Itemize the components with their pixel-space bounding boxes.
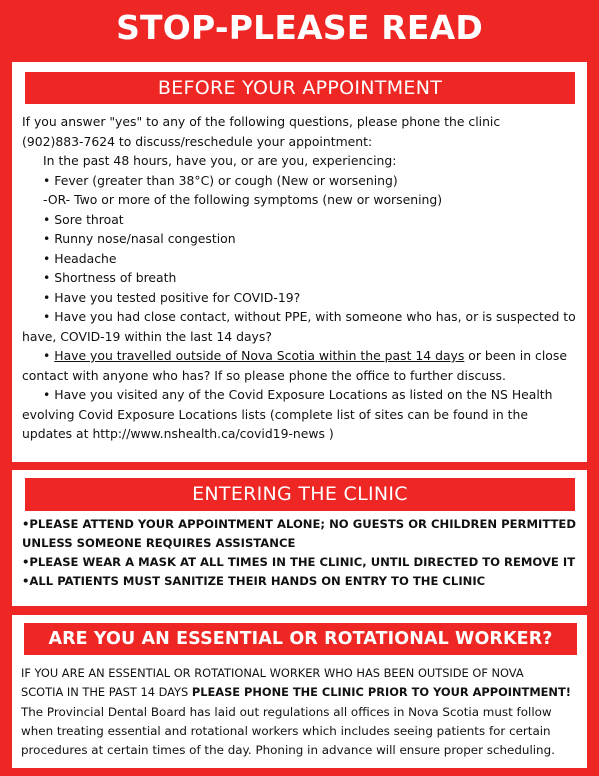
question-48h: In the past 48 hours, have you, or are you, experiencing: xyxy=(43,153,397,168)
rule-attend-alone-1: •PLEASE ATTEND YOUR APPOINTMENT ALONE; NO GUESTS OR CHILDREN PERMITTED xyxy=(22,517,576,531)
symptom-shortness-of-breath: • Shortness of breath xyxy=(43,270,177,285)
before-appointment-heading: BEFORE YOUR APPOINTMENT xyxy=(25,72,575,104)
essential-worker-panel xyxy=(12,615,587,768)
symptom-headache: • Headache xyxy=(43,250,117,266)
symptom-sore-throat: • Sore throat xyxy=(43,211,124,227)
travel-underlined: Have you travelled outside of Nova Scotia within the past 14 days xyxy=(54,348,465,363)
question-exposure-3: updates at http://www.nshealth.ca/covid19-news ) xyxy=(22,426,334,441)
worker-line-2 xyxy=(21,683,571,702)
travel-bullet: • xyxy=(43,348,55,363)
worker-line-1: IF YOU ARE AN ESSENTIAL OR ROTATIONAL WORKER WHO HAS BEEN OUTSIDE OF NOVA xyxy=(21,666,524,680)
symptom-fever: • Fever (greater than 38°C) or cough (New or worsening) xyxy=(43,172,398,188)
symptom-runny-nose: • Runny nose/nasal congestion xyxy=(43,231,236,246)
travel-rest: or been in close xyxy=(464,348,567,363)
essential-worker-heading: ARE YOU AN ESSENTIAL OR ROTATIONAL WORKER? xyxy=(24,623,577,655)
or-two-symptoms: -OR- Two or more of the following symptoms (new or worsening) xyxy=(43,192,443,207)
entering-clinic-panel xyxy=(12,470,587,606)
question-tested-positive: • Have you tested positive for COVID-19? xyxy=(43,289,301,305)
question-exposure-2: evolving Covid Exposure Locations lists (complete list of sites can be found in the xyxy=(22,406,529,422)
question-close-contact-2: have, COVID-19 within the last 14 days? xyxy=(22,328,272,344)
intro-line-2: (902)883-7624 to discuss/reschedule your appointment: xyxy=(22,133,373,149)
worker-line-2-bold: PLEASE PHONE THE CLINIC PRIOR TO YOUR APPOINTMENT! xyxy=(191,685,571,699)
worker-line-2-plain: SCOTIA IN THE PAST 14 DAYS xyxy=(21,685,192,699)
worker-line-3: The Provincial Dental Board has laid out regulations all offices in Nova Scotia must follow xyxy=(21,705,552,719)
before-appointment-panel xyxy=(12,62,587,462)
entering-clinic-heading: ENTERING THE CLINIC xyxy=(25,478,575,511)
question-exposure-1: • Have you visited any of the Covid Exposure Locations as listed on the NS Health xyxy=(43,387,553,402)
rule-wear-mask: •PLEASE WEAR A MASK AT ALL TIMES IN THE CLINIC, UNTIL DIRECTED TO REMOVE IT xyxy=(22,555,576,569)
question-close-contact-1: • Have you had close contact, without PPE, with someone who has, or is suspected to xyxy=(43,309,576,324)
question-travel-2: contact with anyone who has? If so please phone the office to further discuss. xyxy=(22,367,506,383)
worker-line-4: when treating essential and rotational workers which includes seeing patients for certain xyxy=(21,724,551,738)
page-title: STOP-PLEASE READ xyxy=(116,8,483,47)
rule-attend-alone-2: UNLESS SOMEONE REQUIRES ASSISTANCE xyxy=(22,536,296,550)
intro-line-1: If you answer "yes" to any of the following questions, please phone the clinic xyxy=(22,114,501,129)
worker-line-5: procedures at certain times of the day. Phoning in advance will ensure proper scheduling. xyxy=(21,743,555,757)
question-travel-1 xyxy=(43,346,567,365)
rule-sanitize-hands: •ALL PATIENTS MUST SANITIZE THEIR HANDS ON ENTRY TO THE CLINIC xyxy=(22,574,486,588)
